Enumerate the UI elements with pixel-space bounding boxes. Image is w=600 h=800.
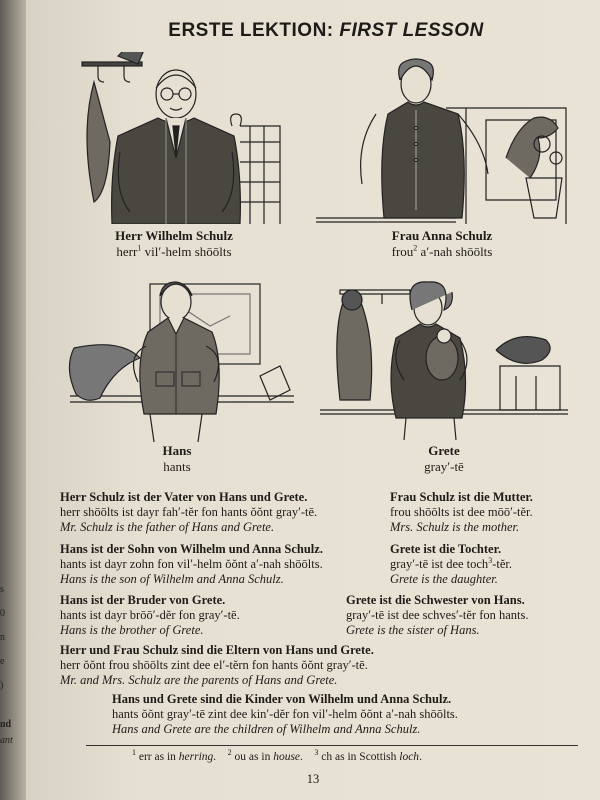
spine-text: e bbox=[0, 656, 5, 667]
spine-text: n bbox=[0, 632, 5, 643]
german-text: Grete ist die Schwester von Hans. bbox=[346, 593, 525, 607]
character-mother bbox=[316, 228, 568, 260]
page-number: 13 bbox=[306, 772, 320, 786]
pronunciation-text: frou shōōlts ist dee mōō′-tĕr. bbox=[390, 505, 533, 519]
spine-text: 0 bbox=[0, 608, 5, 619]
book-page bbox=[26, 0, 600, 800]
sentence-mother bbox=[390, 490, 533, 535]
character-name: Grete bbox=[428, 443, 460, 458]
pronunciation-text: gray′-tē ist dee toch$^3$-tĕr. bbox=[390, 555, 512, 571]
character-name: Frau Anna Schulz bbox=[391, 228, 493, 243]
english-text: Mr. Schulz is the father of Hans and Grete. bbox=[60, 520, 275, 534]
german-text: Herr und Frau Schulz sind die Eltern von Hans und Grete. bbox=[60, 643, 374, 657]
illustration-father bbox=[54, 52, 294, 224]
character-pronunciation: frou$^2$ a′-nah shōōlts bbox=[391, 243, 493, 259]
lesson-title bbox=[116, 20, 536, 42]
english-text: Mrs. Schulz is the mother. bbox=[390, 520, 520, 534]
english-text: Grete is the sister of Hans. bbox=[346, 623, 480, 637]
character-name: Herr Wilhelm Schulz bbox=[115, 228, 233, 243]
footnotes bbox=[132, 748, 422, 763]
character-father bbox=[54, 228, 294, 260]
german-text: Herr Schulz ist der Vater von Hans und Grete. bbox=[60, 490, 308, 504]
illustration-son bbox=[60, 276, 294, 442]
spine-text: s bbox=[0, 584, 4, 595]
spine-text: ) bbox=[0, 680, 4, 691]
german-text: Hans ist der Sohn von Wilhelm und Anna Schulz. bbox=[60, 542, 323, 556]
illustration-daughter bbox=[320, 280, 568, 442]
sentence-children bbox=[112, 692, 458, 737]
sentence-son bbox=[60, 542, 323, 587]
pronunciation-text: hants ist dayr zohn fon vil′-helm ŏŏnt a′-nah shōōlts. bbox=[60, 557, 323, 571]
pronunciation-text: herr ŏŏnt frou shōōlts zint dee el′-tĕrn fon hants ŏŏnt gray′-tē. bbox=[60, 658, 368, 672]
illustration-mother bbox=[316, 58, 568, 224]
title-english: FIRST LESSON bbox=[339, 20, 484, 41]
footnote-2: $^2$ ou as in house. bbox=[227, 748, 303, 763]
english-text: Hans is the brother of Grete. bbox=[60, 623, 204, 637]
footnote-1: $^1$ err as in herring. bbox=[132, 748, 217, 763]
pronunciation-text: gray′-tē ist dee schves′-tĕr fon hants. bbox=[346, 608, 529, 622]
german-text: Grete ist die Tochter. bbox=[390, 542, 502, 556]
sentence-sister bbox=[346, 593, 529, 638]
sentence-daughter bbox=[390, 542, 512, 587]
spine-text: ant bbox=[0, 735, 13, 746]
character-pronunciation: herr$^1$ vil′-helm shōōlts bbox=[116, 243, 232, 259]
english-text: Hans and Grete are the children of Wilhelm and Anna Schulz. bbox=[112, 722, 421, 736]
sentence-parents bbox=[60, 643, 374, 688]
character-name: Hans bbox=[162, 443, 192, 458]
pronunciation-text: herr shōōlts ist dayr fah′-tĕr fon hants ŏŏnt gray′-tē. bbox=[60, 505, 318, 519]
sentence-brother bbox=[60, 593, 240, 638]
spine-text: nd bbox=[0, 719, 12, 730]
english-text: Mr. and Mrs. Schulz are the parents of Hans and Grete. bbox=[60, 673, 338, 687]
german-text: Frau Schulz ist die Mutter. bbox=[390, 490, 533, 504]
pronunciation-text: hants ŏŏnt gray′-tē zint dee kin′-dĕr fon vil′-helm ŏŏnt a′-nah shōōlts. bbox=[112, 707, 458, 721]
footnote-divider bbox=[86, 745, 578, 746]
character-pronunciation: hants bbox=[163, 459, 191, 474]
character-daughter bbox=[320, 443, 568, 475]
german-text: Hans und Grete sind die Kinder von Wilhelm und Anna Schulz. bbox=[112, 692, 452, 706]
english-text: Hans is the son of Wilhelm and Anna Schulz. bbox=[60, 572, 284, 586]
footnote-3: $^3$ ch as in Scottish loch. bbox=[314, 748, 422, 763]
sentence-father bbox=[60, 490, 317, 535]
english-text: Grete is the daughter. bbox=[390, 572, 498, 586]
title-german: ERSTE LEKTION: bbox=[168, 20, 334, 41]
german-text: Hans ist der Bruder von Grete. bbox=[60, 593, 226, 607]
character-pronunciation: gray′-tē bbox=[424, 459, 464, 474]
pronunciation-text: hants ist dayr brōō′-dĕr fon gray′-tē. bbox=[60, 608, 240, 622]
character-son bbox=[60, 443, 294, 475]
